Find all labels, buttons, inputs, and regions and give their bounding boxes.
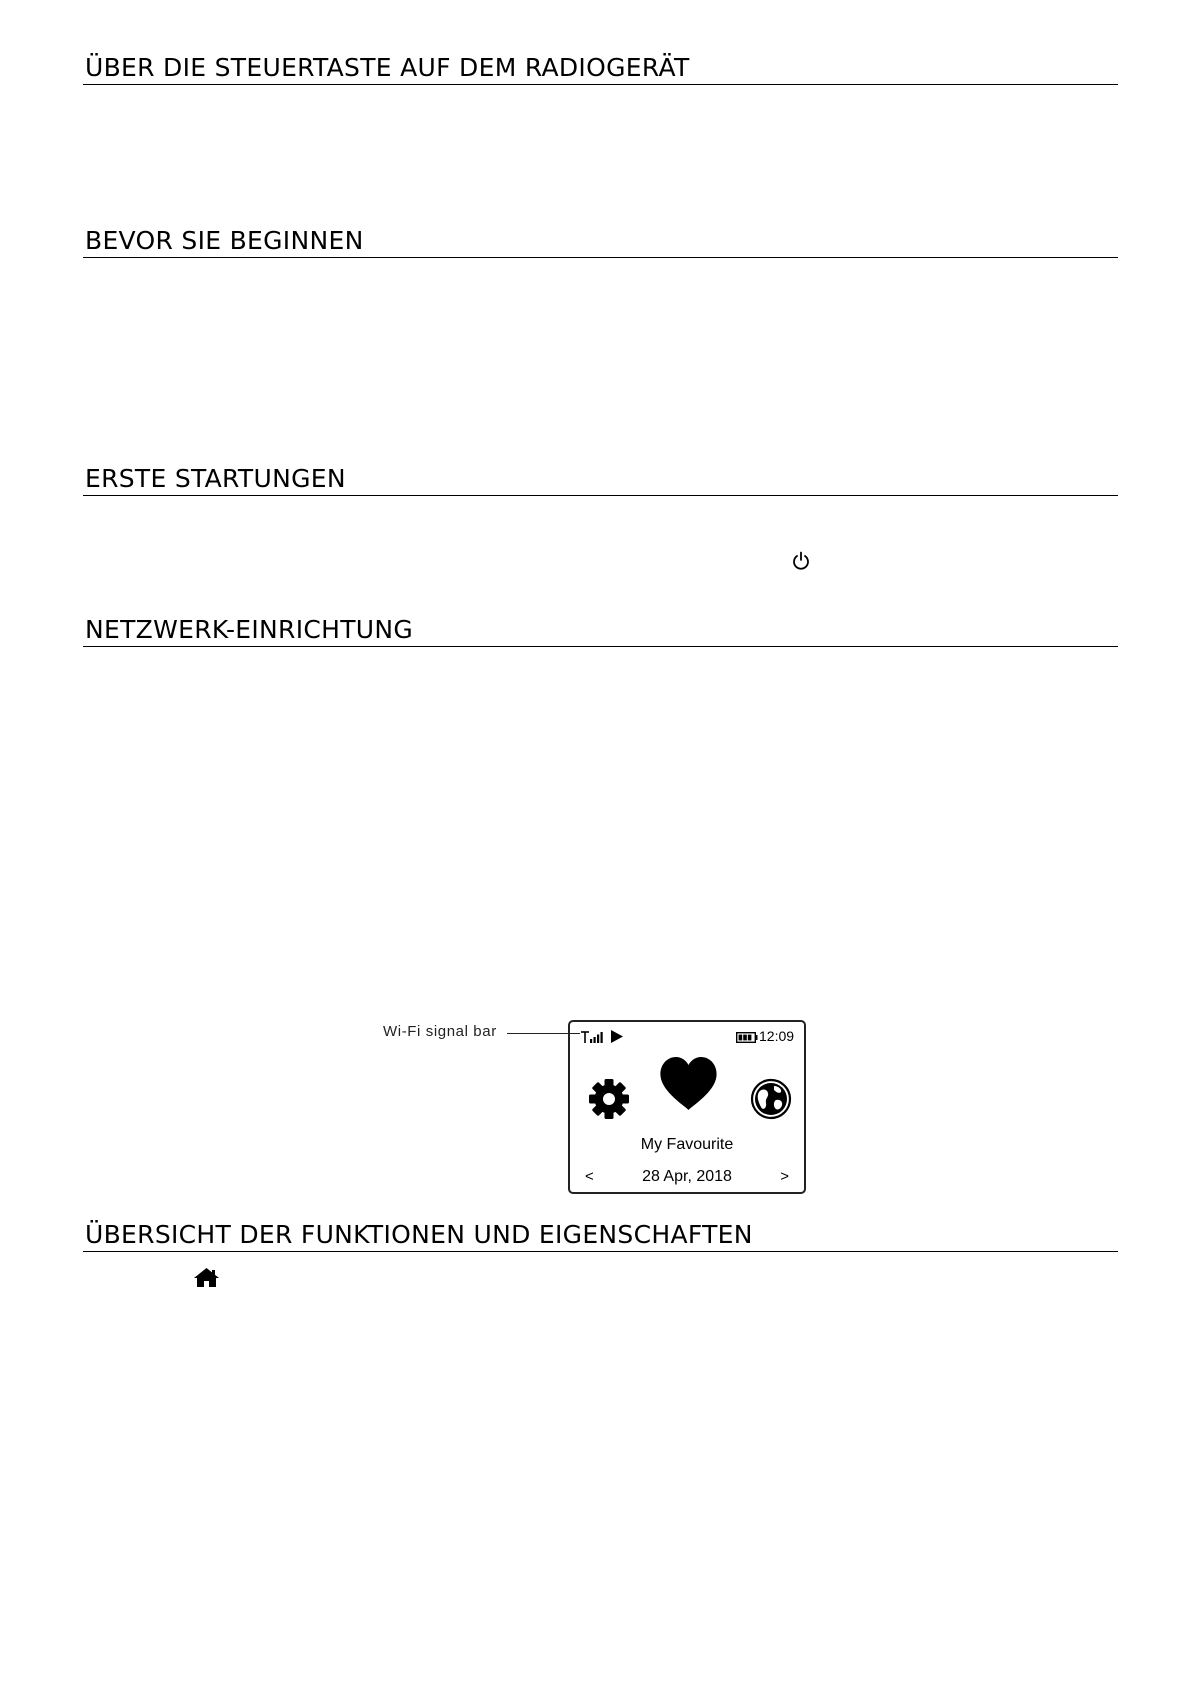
section-heading-steuertaste: ÜBER DIE STEUERTASTE AUF DEM RADIOGERÄT — [83, 53, 1118, 85]
nav-next-arrow: > — [780, 1168, 789, 1185]
home-icon — [193, 1267, 220, 1288]
clock-time: 12:09 — [759, 1028, 795, 1044]
battery-icon — [736, 1032, 758, 1043]
signal-icon — [580, 1030, 604, 1044]
radio-display-screen — [568, 1020, 806, 1194]
section-heading-uebersicht-funktionen: ÜBERSICHT DER FUNKTIONEN UND EIGENSCHAFTEN — [83, 1220, 1118, 1252]
power-icon — [792, 551, 810, 571]
section-heading-erste-startungen: ERSTE STARTUNGEN — [83, 464, 1118, 496]
section-heading-bevor-sie-beginnen: BEVOR SIE BEGINNEN — [83, 226, 1118, 258]
wifi-signal-callout-label: Wi-Fi signal bar — [383, 1023, 497, 1040]
date-display: 28 Apr, 2018 — [642, 1168, 732, 1185]
selected-mode-label: My Favourite — [640, 1136, 734, 1153]
play-icon — [610, 1029, 624, 1044]
nav-prev-arrow: < — [585, 1168, 594, 1185]
section-heading-netzwerk-einrichtung: NETZWERK-EINRICHTUNG — [83, 615, 1118, 647]
heart-icon — [659, 1056, 718, 1111]
gear-icon — [588, 1078, 630, 1120]
globe-icon — [750, 1078, 792, 1120]
